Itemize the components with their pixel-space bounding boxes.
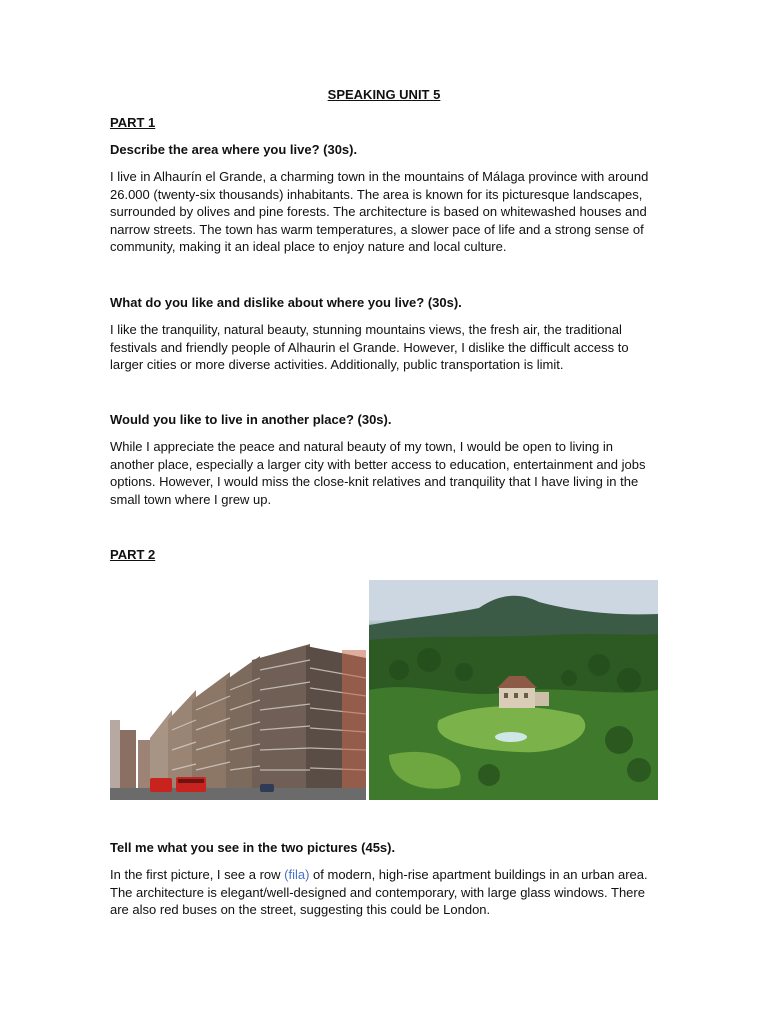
question-1: Describe the area where you live? (30s). xyxy=(110,142,358,157)
countryside-illustration xyxy=(369,580,658,800)
gloss-fila: (fila) xyxy=(284,867,310,882)
answer-4-part-2: of modern, high-rise apartment buildings in an urban area. The architecture is elegant/well-designed and contemporary, with large glass windows. There are also red buses on the street, suggesting this could be London. xyxy=(110,867,648,918)
document-title: SPEAKING UNIT 5 xyxy=(327,87,441,102)
city-apartments-photo xyxy=(110,580,366,800)
answer-4-part-1: In the first picture, I see a row xyxy=(110,867,285,882)
question-2: What do you like and dislike about where you live? (30s). xyxy=(110,295,462,310)
countryside-villa-photo xyxy=(369,580,658,800)
answer-2: I like the tranquility, natural beauty, stunning mountains views, the fresh air, the traditional festivals and friendly people of Alhaurin el Grande. However, I dislike the difficult access to larger cities or more diverse activities. Additionally, public transportation is limit. xyxy=(110,322,629,373)
answer-3: While I appreciate the peace and natural beauty of my town, I would be open to living in another place, especially a larger city with better access to education, entertainment and jobs options. However, I would miss the close-knit relatives and tranquility that I have living in the small town where I grew up. xyxy=(110,439,646,507)
answer-4 xyxy=(110,866,660,919)
part-2-heading: PART 2 xyxy=(110,547,156,562)
question-3: Would you like to live in another place? (30s). xyxy=(110,412,392,427)
question-4: Tell me what you see in the two pictures (45s). xyxy=(110,840,396,855)
part-1-heading: PART 1 xyxy=(110,115,156,130)
answer-1: I live in Alhaurín el Grande, a charming town in the mountains of Málaga province with around 26.000 (twenty-six thousands) inhabitants. The area is known for its picturesque landscapes, surrounded by olives and pine forests. The architecture is based on whitewashed houses and narrow streets. The town has warm temperatures, a slower pace of life and a strong sense of community, making it an ideal place to enjoy nature and local culture. xyxy=(110,169,649,255)
city-apartments-illustration xyxy=(110,580,366,800)
